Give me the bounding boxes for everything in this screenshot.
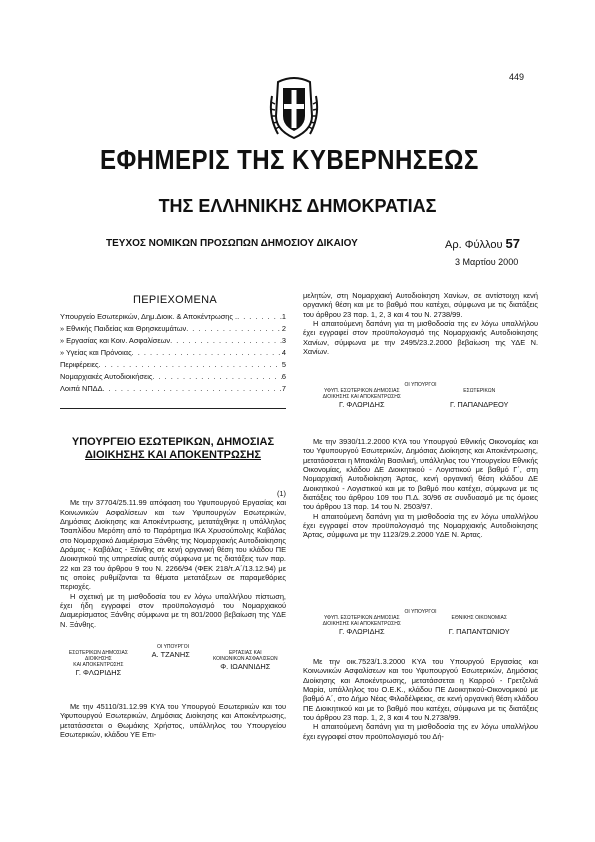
signature-title: ΔΙΟΙΚΗΣΗΣ ΚΑΙ ΑΠΟΚΕΝΤΡΩΣΗΣ	[322, 621, 401, 627]
toc-row	[60, 383, 286, 395]
signature-title: ΥΦΥΠ. ΕΣΩΤΕΡΙΚΩΝ ΔΗΜΟΣΙΑΣ	[323, 388, 400, 394]
signature-col	[421, 388, 539, 410]
issue-value: 57	[505, 236, 520, 251]
left-paragraph-2: Η σχετική με τη μισθοδοσία του εν λόγω υπαλλήλου πίστωση, έχει ήδη εγγραφεί στον προϋπολογισμό του Νομαρχιακού Διαμερίσματος Ξάνθης σύμφωνα με τη 801/2000 βεβαίωση της ΥΔΕ Ν. Ξάνθης.	[60, 591, 286, 629]
left-signature-block	[60, 644, 286, 678]
right-paragraph-3: Με την 3930/11.2.2000 ΚΥΑ του Υπουργού Εθνικής Οικονομίας και του Υφυπουργού Εσωτερικών, Δημόσιας Διοίκησης και Αποκέντρωσης, μετατάσσεται η Μπακάλη Βασιλική, υπάλληλος του Υπουργείου Εθνικής Οικονομίας, κλάδου ΔΕ Διοικητικού - Λογιστικού με βαθμό Γ΄, στη Νομαρχιακή Αυτοδιοίκηση Άρτας, κενή οργανική θέση κλάδου ΔΕ Διοικητικού - Λογιστικού και με το βαθμό που κατέχει, σύμφωνα με τις διατάξεις του άρθρου 109 του Π.Δ. 30/96 σε συνδυασμό με τις όμοιες του άρθρου 13 παρ. 14 του Ν. 2503/97.	[303, 437, 538, 512]
signature-title: ΕΣΩΤΕΡΙΚΩΝ ΔΗΜΟΣΙΑΣ ΔΙΟΙΚΗΣΗΣ	[68, 650, 128, 662]
signature-heading: ΟΙ ΥΠΟΥΡΓΟΙ	[404, 609, 437, 615]
toc-page: 7	[281, 384, 286, 393]
toc-divider	[60, 408, 286, 409]
toc-page: 1	[281, 312, 286, 321]
left-paragraph-3: Με την 45110/31.12.99 ΚΥΑ του Υπουργού Εσωτερικών και του Υφυπουργού Εσωτερικών, Δημόσιας Διοίκησης και Αποκέντρωσης, μετατάσσεται ο Θωμάκης Χρήστος, υπάλληλος του Υπουργείου Εσωτερικών, κλάδου ΥΕ Επι-	[60, 702, 286, 740]
gazette-title: ΕΦΗΜΕΡΙΣ ΤΗΣ ΚΥΒΕΡΝΗΣΕΩΣ	[99, 144, 479, 175]
issue-label: Αρ. Φύλλου	[445, 239, 503, 251]
signature-col	[421, 615, 539, 637]
issue-number	[445, 236, 520, 251]
toc-row	[60, 323, 286, 335]
signature-title: ΔΙΟΙΚΗΣΗΣ ΚΑΙ ΑΠΟΚΕΝΤΡΩΣΗΣ	[322, 394, 401, 400]
signature-title: ΕΣΩΤΕΡΙΚΩΝ	[463, 388, 496, 394]
toc-label: » Υγείας και Πρόνοιας	[60, 348, 132, 357]
signature-title: ΕΘΝΙΚΗΣ ΟΙΚΟΝΟΜΙΑΣ	[451, 615, 507, 621]
toc-row	[60, 371, 286, 383]
toc-label: Υπουργείο Εσωτερικών, Δημ.Διοικ. & Αποκέντρωσης .	[60, 312, 238, 321]
page-number: 449	[509, 72, 525, 82]
signature-name: Φ. ΙΩΑΝΝΙΔΗΣ	[220, 662, 271, 671]
toc-row	[60, 347, 286, 359]
toc-row	[60, 359, 286, 371]
table-of-contents	[60, 311, 286, 395]
toc-page: 3	[281, 336, 286, 345]
series-label: ΤΕΥΧΟΣ ΝΟΜΙΚΩΝ ΠΡΟΣΩΠΩΝ ΔΗΜΟΣΙΟΥ ΔΙΚΑΙΟΥ	[106, 238, 358, 249]
section-heading	[60, 436, 286, 462]
signature-col	[137, 650, 205, 678]
right-column-text-3	[303, 657, 538, 741]
left-column-text-2	[60, 702, 286, 739]
toc-page: 4	[281, 348, 286, 357]
signature-name: Γ. ΦΛΩΡΙΔΗΣ	[338, 400, 385, 409]
right-signature-block-1	[303, 382, 538, 410]
signature-name: Γ. ΦΛΩΡΙΔΗΣ	[75, 668, 122, 677]
signature-title: ΚΑΙ ΑΠΟΚΕΝΤΡΩΣΗΣ	[73, 662, 124, 668]
signature-col	[303, 615, 421, 637]
right-paragraph-2: Η απαιτούμενη δαπάνη για τη μισθοδοσία της εν λόγω υπαλλήλου έχει εγγραφεί στον προϋπολογισμό της Νομαρχιακής Αυτοδιοίκησης Χανίων, σύμφωνα με την 2495/23.2.2000 βεβαίωση της ΥΔΕ Ν. Χανίων.	[303, 319, 538, 357]
left-paragraph-1: Με την 37704/25.11.99 απόφαση του Υφυπουργού Εργασίας και Κοινωνικών Ασφαλίσεων και των Υφυπουργών Εσωτερικών, Δημόσιας Διοίκησης και Αποκέντρωσης, μετατάχθηκε η υπάλληλος Τσαπλίδου Μερόπη από το Παράρτημα ΙΚΑ Χρυσούπολης Καβάλας στο Νομαρχιακό Διαμέρισμα Ξάνθης της Νομαρχιακής Αυτοδιοίκησης Δράμας - Καβάλας - Ξάνθης σε κενή οργανική θέση του κλάδου ΠΕ Διοικητικού της υπηρεσίας αυτής σύμφωνα με τις διατάξεις των παρ. 22 και 23 του άρθρου 9 του Ν. 2266/94 (ΦΕΚ 218/τ.Α΄/13.12.94) με τις οποίες ρυθμίζονται τα θέματα μετατάξεων σε παραμεθόριες περιοχές.	[60, 498, 286, 592]
toc-row	[60, 335, 286, 347]
signature-title: ΚΟΙΝΩΝΙΚΩΝ ΑΣΦΑΛΙΣΕΩΝ	[212, 656, 278, 662]
left-column-text	[60, 489, 286, 629]
right-column-text	[303, 291, 538, 356]
section-heading-line1: ΥΠΟΥΡΓΕΙΟ ΕΣΩΤΕΡΙΚΩΝ, ΔΗΜΟΣΙΑΣ	[71, 436, 275, 448]
coat-of-arms-emblem	[268, 76, 320, 142]
toc-label: Περιφέρειες	[60, 360, 99, 369]
right-paragraph-5: Με την οικ.7523/1.3.2000 ΚΥΑ του Υπουργού Εργασίας και Κοινωνικών Ασφαλίσεων και του Υφυπουργού Εσωτερικών, Δημόσιας Διοίκησης και Αποκέντρωσης, μετατάσσεται η Καρρού - Γρετζελιά Μαρία, υπάλληλος του Ο.Ε.Κ., κλάδου ΠΕ Διοικητικού-Οικονομικού με βαθμό Α΄, στο Δήμο Νέας Φιλαδέλφειας, σε κενή οργανική θέση κλάδου ΠΕ Διοικητικού και με το βαθμό που κατέχει, σύμφωνα με τις διατάξεις του άρθρου 23 παρ. 1, 2, 3 και 4 του Ν.2738/99.	[303, 657, 538, 723]
section-heading-line2: ΔΙΟΙΚΗΣΗΣ ΚΑΙ ΑΠΟΚΕΝΤΡΩΣΗΣ	[85, 449, 261, 461]
signature-heading: ΟΙ ΥΠΟΥΡΓΟΙ	[404, 382, 437, 388]
signature-heading: ΟΙ ΥΠΟΥΡΓΟΙ	[157, 644, 189, 650]
signature-col	[60, 650, 137, 678]
gazette-subtitle: ΤΗΣ ΕΛΛΗΝΙΚΗΣ ΔΗΜΟΚΡΑΤΙΑΣ	[158, 196, 437, 216]
right-paragraph-4: Η απαιτούμενη δαπάνη για τη μισθοδοσία της εν λόγω υπαλλήλου έχει εγγραφεί στον προϋπολογισμό της Νομαρχιακής Αυτοδιοίκησης Άρτας, σύμφωνα με την 1123/29.2.2000 ΥΔΕ Ν. Άρτας.	[303, 511, 538, 540]
signature-col	[205, 650, 286, 678]
toc-label: Νομαρχιακές Αυτοδιοικήσεις	[60, 372, 153, 381]
toc-page: 2	[281, 324, 286, 333]
signature-title: ΕΡΓΑΣΙΑΣ ΚΑΙ	[228, 650, 262, 656]
signature-name: Γ. ΠΑΠΑΝΔΡΕΟΥ	[450, 400, 509, 409]
signature-name: Γ. ΠΑΠΑΝΤΩΝΙΟΥ	[448, 627, 510, 636]
issue-date: 3 Μαρτίου 2000	[455, 257, 519, 267]
toc-label: Λοιπά ΝΠΔΔ	[60, 384, 103, 393]
toc-heading: ΠΕΡΙΕΧΟΜΕΝΑ	[133, 294, 217, 306]
signature-col	[303, 388, 421, 410]
signature-title: ΥΦΥΠ. ΕΣΩΤΕΡΙΚΩΝ ΔΗΜΟΣΙΑΣ	[323, 615, 400, 621]
right-column-text-2	[303, 437, 538, 540]
toc-row	[60, 311, 286, 323]
toc-label: » Εργασίας και Κοιν. Ασφαλίσεων	[60, 336, 171, 345]
signature-name: Γ. ΦΛΩΡΙΔΗΣ	[338, 627, 385, 636]
signature-name: Α. ΤΖΑΝΗΣ	[151, 650, 190, 659]
right-paragraph-1: μελητών, στη Νομαρχιακή Αυτοδιοίκηση Χανίων, σε αντίστοιχη κενή οργανική θέση και με το βαθμό που κατέχει, σύμφωνα με τις διατάξεις του άρθρου 23 παρ. 1, 2, 3 και 4 του Ν. 2738/99.	[303, 291, 538, 319]
decision-marker: (1)	[276, 489, 286, 498]
toc-page: 6	[281, 372, 286, 381]
right-paragraph-6: Η απαιτούμενη δαπάνη για τη μισθοδοσία της εν λόγω υπαλλήλου έχει εγγραφεί στον προϋπολογισμό του Δή-	[303, 722, 538, 741]
toc-page: 5	[281, 360, 286, 369]
right-signature-block-2	[303, 609, 538, 637]
toc-label: » Εθνικής Παιδείας και Θρησκευμάτων	[60, 324, 187, 333]
